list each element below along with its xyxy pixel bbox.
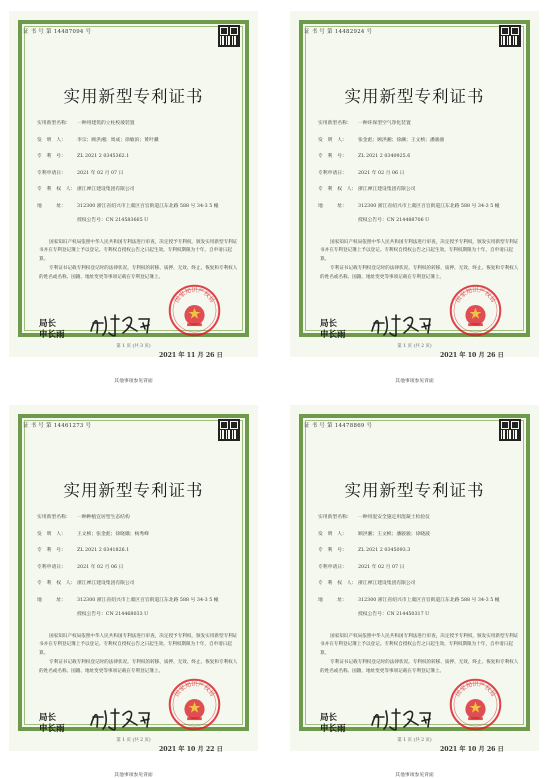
field-inventor xyxy=(318,138,521,144)
field-value: 2021 年 02 月 07 日 xyxy=(77,170,124,176)
body-paragraph: 专利证书记载专利权登记时的法律状况。专利权的转移、质押、无效、终止、恢复和专利权人的姓名或名称、国籍、地址变更等事项记载在专利登记簿上。 xyxy=(320,660,519,674)
field-label: 实用新型名称： xyxy=(318,515,352,520)
grant-announcement-number: 授权公告号：CN 214488706 U xyxy=(358,217,430,223)
field-address xyxy=(318,204,521,210)
page-number: 第 1 页 (共 2 页) xyxy=(116,738,151,743)
director-signature xyxy=(366,705,436,733)
certificate-title: 实用新型专利证书 xyxy=(63,481,204,500)
field-value: 2021 年 02 月 06 日 xyxy=(77,564,124,570)
field-patentee xyxy=(37,581,240,587)
director-name: 申长雨 xyxy=(39,330,65,340)
qr-code-icon xyxy=(499,25,521,47)
director-signature xyxy=(366,311,436,339)
field-label: 专 利 号： xyxy=(318,548,347,553)
field-value: 312300 浙江省绍兴市上虞区百官街道江东北路 588 号 34-3 5 幢 xyxy=(77,597,219,603)
grant-announcement-number: 授权公告号：CN 214468033 U xyxy=(77,611,149,617)
field-utility-model-name xyxy=(37,515,240,521)
field-patent-number xyxy=(37,154,240,160)
body-paragraph: 专利证书记载专利权登记时的法律状况。专利权的转移、质押、无效、终止、恢复和专利权人的姓名或名称、国籍、地址变更等事项记载在专利登记簿上。 xyxy=(39,266,238,280)
field-value: 2021 年 02 月 06 日 xyxy=(358,170,405,176)
field-filing-date xyxy=(37,565,240,571)
field-label: 专 利 号： xyxy=(37,154,66,159)
field-value: 312300 浙江省绍兴市上虞区百官街道江东北路 588 号 34-3 5 幢 xyxy=(77,203,219,209)
certificate-title: 实用新型专利证书 xyxy=(344,481,485,500)
field-address xyxy=(318,598,521,604)
field-label: 专利申请日： xyxy=(37,564,66,570)
field-grant-number xyxy=(318,218,521,224)
field-inventor xyxy=(318,532,521,538)
body-paragraph: 专利证书记载专利权登记时的法律状况。专利权的转移、质押、无效、终止、恢复和专利权人的姓名或名称、国籍、地址变更等事项记载在专利登记簿上。 xyxy=(320,266,519,280)
field-label: 实用新型名称： xyxy=(318,121,352,126)
field-label: 专 利 权 人： xyxy=(318,581,357,586)
field-value: 浙江禅江建设集团有限公司 xyxy=(358,187,416,192)
certificate-cell xyxy=(9,405,258,777)
field-value: ZL 2021 2 0345362.1 xyxy=(77,154,130,159)
field-value: 王文桢；张金彪；徐晓娥；杨秀峰 xyxy=(77,531,149,537)
patent-certificate xyxy=(9,405,258,751)
svg-text:国家知识产权局: 国家知识产权局 xyxy=(454,287,497,304)
field-label: 发 明 人： xyxy=(318,137,347,143)
field-label: 专 利 号： xyxy=(318,154,347,159)
svg-text:国家知识产权局: 国家知识产权局 xyxy=(173,681,216,698)
field-patentee xyxy=(37,187,240,193)
page-number: 第 1 页 (共 2 页) xyxy=(397,344,432,349)
certificate-cell xyxy=(290,11,539,383)
field-label: 专 利 权 人： xyxy=(37,581,76,586)
body-paragraph: 国家知识产权局依照中华人民共和国专利法进行审查，决定授予专利权，颁发实用新型专利证书并在专利登记簿上予以登记。专利权自授权公告之日起生效。专利权期限为十年，自申请日起算。 xyxy=(320,240,519,262)
field-utility-model-name xyxy=(37,121,240,127)
field-patentee xyxy=(318,581,521,587)
field-label: 发 明 人： xyxy=(37,137,66,143)
body-paragraph: 国家知识产权局依照中华人民共和国专利法进行审查，决定授予专利权，颁发实用新型专利证书并在专利登记簿上予以登记。专利权自授权公告之日起生效。专利权期限为十年，自申请日起算。 xyxy=(320,634,519,656)
certificate-number: 证 书 号 第 14482924 号 xyxy=(304,29,373,35)
director-signature xyxy=(85,705,155,733)
certificate-body-text xyxy=(39,633,238,677)
director-name: 申长雨 xyxy=(320,724,346,734)
director-title: 局长 xyxy=(320,713,338,723)
director-title: 局长 xyxy=(39,319,57,329)
field-label: 实用新型名称： xyxy=(37,121,71,126)
field-label: 专 利 权 人： xyxy=(37,187,76,192)
field-patent-number xyxy=(37,548,240,554)
qr-code-icon xyxy=(218,419,240,441)
director-block xyxy=(39,713,65,735)
field-value: 浙江禅江建设集团有限公司 xyxy=(77,581,135,586)
director-signature xyxy=(85,311,155,339)
field-patent-number xyxy=(318,154,521,160)
svg-text:国家知识产权局: 国家知识产权局 xyxy=(173,287,216,304)
official-seal xyxy=(167,677,222,732)
official-seal xyxy=(448,677,503,732)
certificate-body-text xyxy=(320,633,519,677)
field-value: ZL 2021 2 0345093.3 xyxy=(358,548,411,553)
qr-code-icon xyxy=(499,419,521,441)
field-value: 312300 浙江省绍兴市上虞区百官街道江东北路 588 号 34-3 5 幢 xyxy=(358,597,500,603)
field-patent-number xyxy=(318,548,521,554)
field-filing-date xyxy=(318,171,521,177)
field-value: 顾洪湘；王文桢；潘骏骏；徐晓波 xyxy=(358,531,430,537)
field-value: 浙江禅江建设集团有限公司 xyxy=(77,187,135,192)
field-inventor xyxy=(37,532,240,538)
field-label: 发 明 人： xyxy=(37,531,66,537)
field-grant-number xyxy=(37,218,240,224)
field-value: 张金彪；顾洪湘；徐澜；王文桢；潘骏骏 xyxy=(358,137,445,143)
certificate-fields xyxy=(318,515,521,628)
certificate-cell xyxy=(9,11,258,383)
field-label: 专 利 号： xyxy=(37,548,66,553)
certificate-number: 证 书 号 第 14487094 号 xyxy=(23,29,92,35)
field-value: 2021 年 02 月 07 日 xyxy=(358,564,405,570)
certificate-fields xyxy=(37,515,240,628)
director-block xyxy=(320,713,346,735)
certificate-title: 实用新型专利证书 xyxy=(63,87,204,106)
field-address xyxy=(37,204,240,210)
field-value: ZL 2021 2 0341826.1 xyxy=(77,548,130,553)
field-value: 一种种植宜居型生态结构 xyxy=(77,515,130,520)
field-label: 专利申请日： xyxy=(318,564,347,570)
body-paragraph: 国家知识产权局依照中华人民共和国专利法进行审查，决定授予专利权，颁发实用新型专利证书并在专利登记簿上予以登记。专利权自授权公告之日起生效。专利权期限为十年，自申请日起算。 xyxy=(39,634,238,656)
grant-announcement-number: 授权公告号：CN 214450317 U xyxy=(358,611,430,617)
issue-date: 2021 年 10 月 22 日 xyxy=(159,746,223,753)
director-name: 申长雨 xyxy=(39,724,65,734)
field-utility-model-name xyxy=(318,121,521,127)
footer-note: 其他事项参见背面 xyxy=(114,379,153,384)
certificate-body-text xyxy=(320,239,519,283)
field-value: 一种用建筑的立柱校坡装置 xyxy=(77,121,135,126)
page-number: 第 1 页 (共 2 页) xyxy=(397,738,432,743)
field-label: 实用新型名称： xyxy=(37,515,71,520)
field-value: 一种用混安全施定用混凝土检验仪 xyxy=(358,515,430,520)
director-title: 局长 xyxy=(39,713,57,723)
footer-note: 其他事项参见背面 xyxy=(395,773,434,778)
field-label: 地 址： xyxy=(37,597,66,603)
field-value: 312300 浙江省绍兴市上虞区百官街道江东北路 588 号 34-3 5 幢 xyxy=(358,203,500,209)
field-value: 浙江禅江建设集团有限公司 xyxy=(358,581,416,586)
body-paragraph: 国家知识产权局依照中华人民共和国专利法进行审查，决定授予专利权，颁发实用新型专利证书并在专利登记簿上予以登记。专利权自授权公告之日起生效。专利权期限为十年，自申请日起算。 xyxy=(39,240,238,262)
svg-text:国家知识产权局: 国家知识产权局 xyxy=(454,681,497,698)
field-label: 地 址： xyxy=(318,203,347,209)
field-grant-number xyxy=(318,612,521,618)
director-name: 申长雨 xyxy=(320,330,346,340)
qr-code-icon xyxy=(218,25,240,47)
field-filing-date xyxy=(37,171,240,177)
field-label: 发 明 人： xyxy=(318,531,347,537)
director-block xyxy=(320,319,346,341)
official-seal xyxy=(448,283,503,338)
director-title: 局长 xyxy=(320,319,338,329)
certificate-body-text xyxy=(39,239,238,283)
field-utility-model-name xyxy=(318,515,521,521)
field-label: 地 址： xyxy=(318,597,347,603)
patent-certificate xyxy=(290,405,539,751)
field-label: 专利申请日： xyxy=(37,170,66,176)
field-label: 专 利 权 人： xyxy=(318,187,357,192)
patent-certificate xyxy=(9,11,258,357)
grant-announcement-number: 授权公告号：CN 214583665 U xyxy=(77,217,149,223)
field-grant-number xyxy=(37,612,240,618)
field-address xyxy=(37,598,240,604)
field-value: ZL 2021 2 0340925.6 xyxy=(358,154,411,159)
issue-date: 2021 年 10 月 26 日 xyxy=(440,352,504,359)
certificate-number: 证 书 号 第 14461273 号 xyxy=(23,423,92,429)
certificate-number: 证 书 号 第 14478869 号 xyxy=(304,423,373,429)
page-number: 第 1 页 (共 3 页) xyxy=(116,344,151,349)
field-value: 李宗；顾洪湘；周成；徐敏滨；黄叶骥 xyxy=(77,137,159,143)
certificate-fields xyxy=(37,121,240,234)
field-label: 专利申请日： xyxy=(318,170,347,176)
field-label: 地 址： xyxy=(37,203,66,209)
patent-certificate xyxy=(290,11,539,357)
official-seal xyxy=(167,283,222,338)
certificate-title: 实用新型专利证书 xyxy=(344,87,485,106)
field-value: 一种环保型空气净化装置 xyxy=(358,121,411,126)
field-inventor xyxy=(37,138,240,144)
footer-note: 其他事项参见背面 xyxy=(114,773,153,778)
footer-note: 其他事项参见背面 xyxy=(395,379,434,384)
certificate-cell xyxy=(290,405,539,777)
field-filing-date xyxy=(318,565,521,571)
field-patentee xyxy=(318,187,521,193)
certificate-fields xyxy=(318,121,521,234)
director-block xyxy=(39,319,65,341)
body-paragraph: 专利证书记载专利权登记时的法律状况。专利权的转移、质押、无效、终止、恢复和专利权人的姓名或名称、国籍、地址变更等事项记载在专利登记簿上。 xyxy=(39,660,238,674)
issue-date: 2021 年 10 月 26 日 xyxy=(440,746,504,753)
issue-date: 2021 年 11 月 26 日 xyxy=(159,352,223,359)
